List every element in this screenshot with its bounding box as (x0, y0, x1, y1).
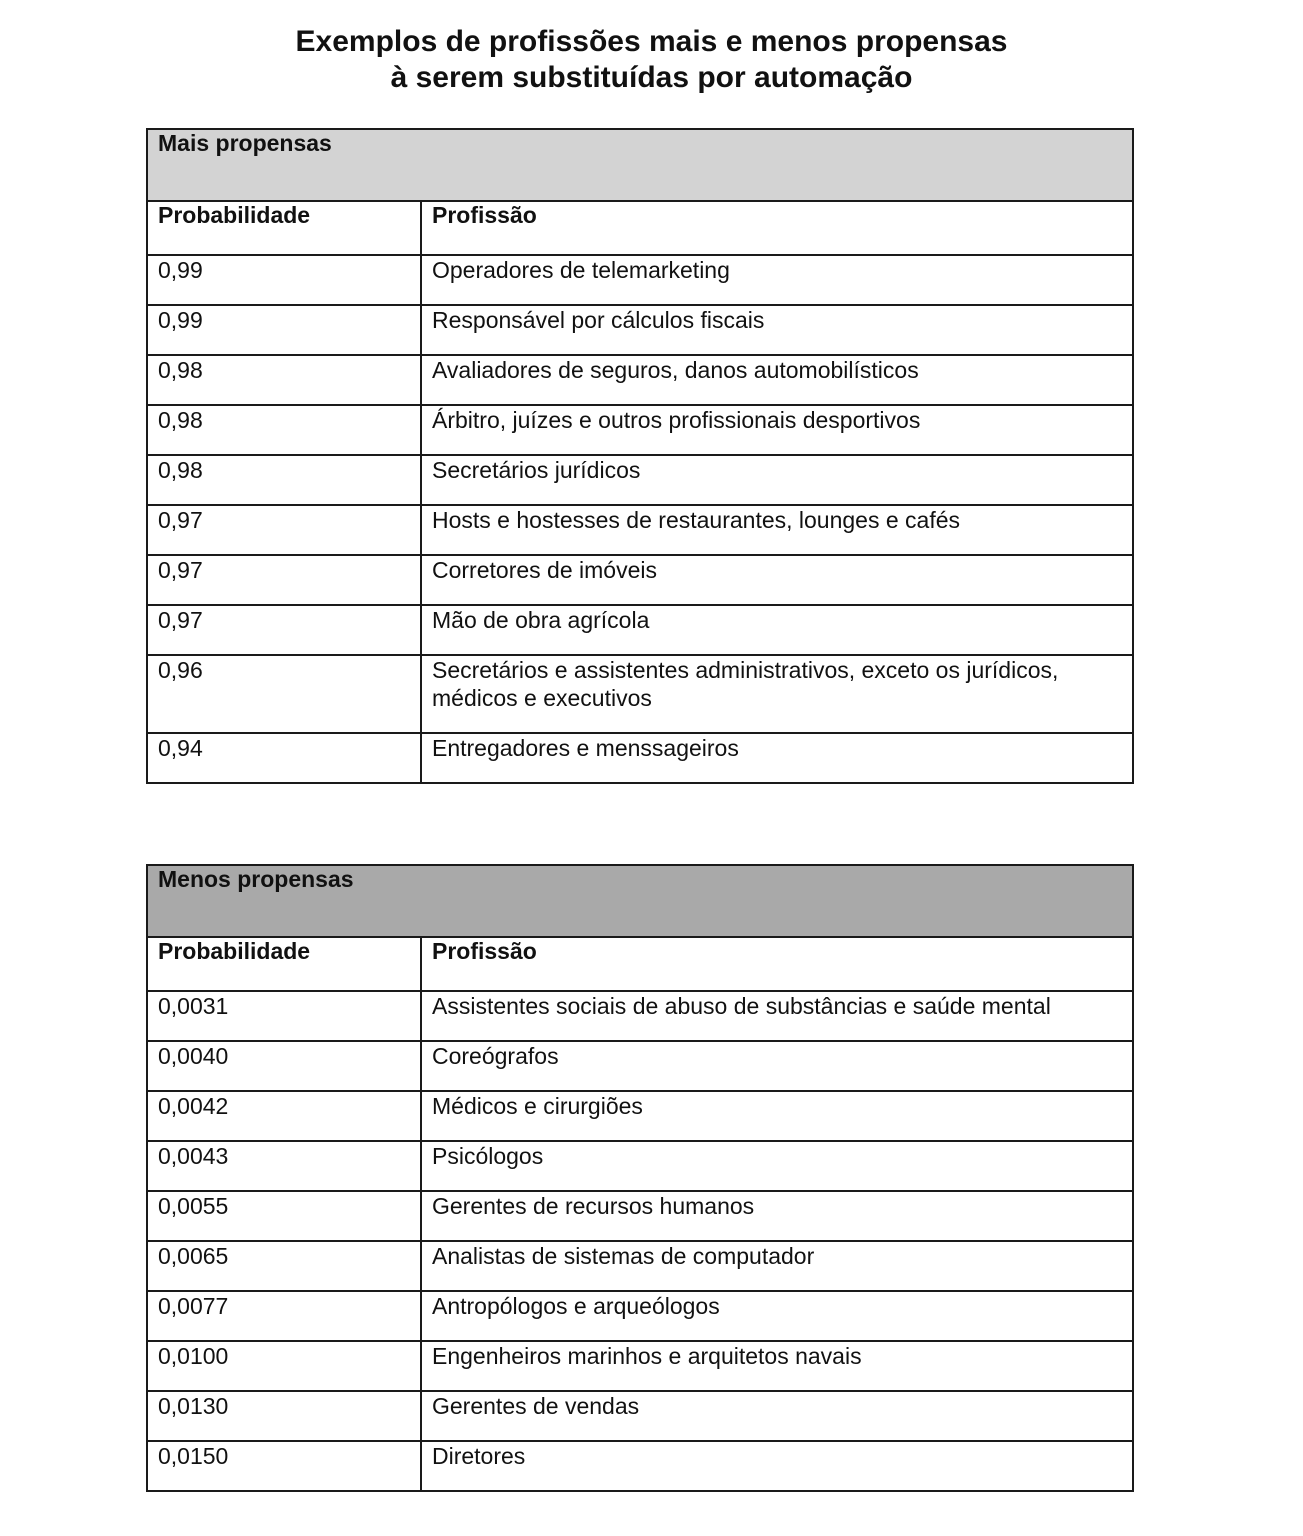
profession-cell: Médicos e cirurgiões (421, 1091, 1133, 1141)
most-likely-column-header-row (147, 201, 1133, 255)
profession-cell: Entregadores e menssageiros (421, 733, 1133, 783)
table-row (147, 1241, 1133, 1291)
table-row (147, 355, 1133, 405)
probability-cell: 0,0130 (147, 1391, 421, 1441)
least-likely-heading: Menos propensas (147, 865, 1133, 937)
table-row (147, 1191, 1133, 1241)
table-row (147, 1291, 1133, 1341)
most-likely-heading: Mais propensas (147, 129, 1133, 201)
probability-cell: 0,98 (147, 355, 421, 405)
profession-cell: Mão de obra agrícola (421, 605, 1133, 655)
profession-cell: Avaliadores de seguros, danos automobilísticos (421, 355, 1133, 405)
probability-cell: 0,0043 (147, 1141, 421, 1191)
profession-cell: Psicólogos (421, 1141, 1133, 1191)
probability-cell: 0,97 (147, 555, 421, 605)
profession-cell: Coreógrafos (421, 1041, 1133, 1091)
probability-cell: 0,98 (147, 455, 421, 505)
table-row (147, 655, 1133, 733)
profession-cell: Gerentes de recursos humanos (421, 1191, 1133, 1241)
least-likely-column-header-row (147, 937, 1133, 991)
probability-cell: 0,99 (147, 305, 421, 355)
probability-cell: 0,0040 (147, 1041, 421, 1091)
profession-cell: Responsável por cálculos fiscais (421, 305, 1133, 355)
probability-cell: 0,97 (147, 605, 421, 655)
profession-cell: Secretários e assistentes administrativos, exceto os jurídicos, médicos e executivos (421, 655, 1133, 733)
profession-cell: Diretores (421, 1441, 1133, 1491)
profession-cell: Hosts e hostesses de restaurantes, lounges e cafés (421, 505, 1133, 555)
probability-cell: 0,97 (147, 505, 421, 555)
table-row (147, 555, 1133, 605)
profession-cell: Secretários jurídicos (421, 455, 1133, 505)
probability-cell: 0,0042 (147, 1091, 421, 1141)
probability-cell: 0,99 (147, 255, 421, 305)
least-likely-table (146, 864, 1134, 1492)
probability-cell: 0,94 (147, 733, 421, 783)
table-row (147, 455, 1133, 505)
column-header-profession: Profissão (421, 201, 1133, 255)
column-header-profession: Profissão (421, 937, 1133, 991)
table-row (147, 733, 1133, 783)
table-row (147, 1391, 1133, 1441)
profession-cell: Engenheiros marinhos e arquitetos navais (421, 1341, 1133, 1391)
table-row (147, 991, 1133, 1041)
table-row (147, 1091, 1133, 1141)
table-row (147, 305, 1133, 355)
page-title (0, 24, 1303, 96)
profession-cell: Assistentes sociais de abuso de substâncias e saúde mental (421, 991, 1133, 1041)
most-likely-table (146, 128, 1134, 784)
table-row (147, 1441, 1133, 1491)
table-row (147, 605, 1133, 655)
table-row (147, 1041, 1133, 1091)
table-row (147, 1341, 1133, 1391)
profession-cell: Gerentes de vendas (421, 1391, 1133, 1441)
profession-cell: Operadores de telemarketing (421, 255, 1133, 305)
probability-cell: 0,96 (147, 655, 421, 733)
probability-cell: 0,0031 (147, 991, 421, 1041)
profession-cell: Analistas de sistemas de computador (421, 1241, 1133, 1291)
probability-cell: 0,0065 (147, 1241, 421, 1291)
probability-cell: 0,0100 (147, 1341, 421, 1391)
table-row (147, 1141, 1133, 1191)
probability-cell: 0,0055 (147, 1191, 421, 1241)
profession-cell: Antropólogos e arqueólogos (421, 1291, 1133, 1341)
table-row (147, 405, 1133, 455)
page-title-line-2: à serem substituídas por automação (390, 61, 913, 94)
table-row (147, 505, 1133, 555)
most-likely-heading-row (147, 129, 1133, 201)
probability-cell: 0,0150 (147, 1441, 421, 1491)
probability-cell: 0,0077 (147, 1291, 421, 1341)
profession-cell: Árbitro, juízes e outros profissionais desportivos (421, 405, 1133, 455)
profession-cell: Corretores de imóveis (421, 555, 1133, 605)
column-header-probability: Probabilidade (147, 937, 421, 991)
table-row (147, 255, 1133, 305)
column-header-probability: Probabilidade (147, 201, 421, 255)
least-likely-heading-row (147, 865, 1133, 937)
page-title-line-1: Exemplos de profissões mais e menos propensas (295, 25, 1008, 58)
probability-cell: 0,98 (147, 405, 421, 455)
